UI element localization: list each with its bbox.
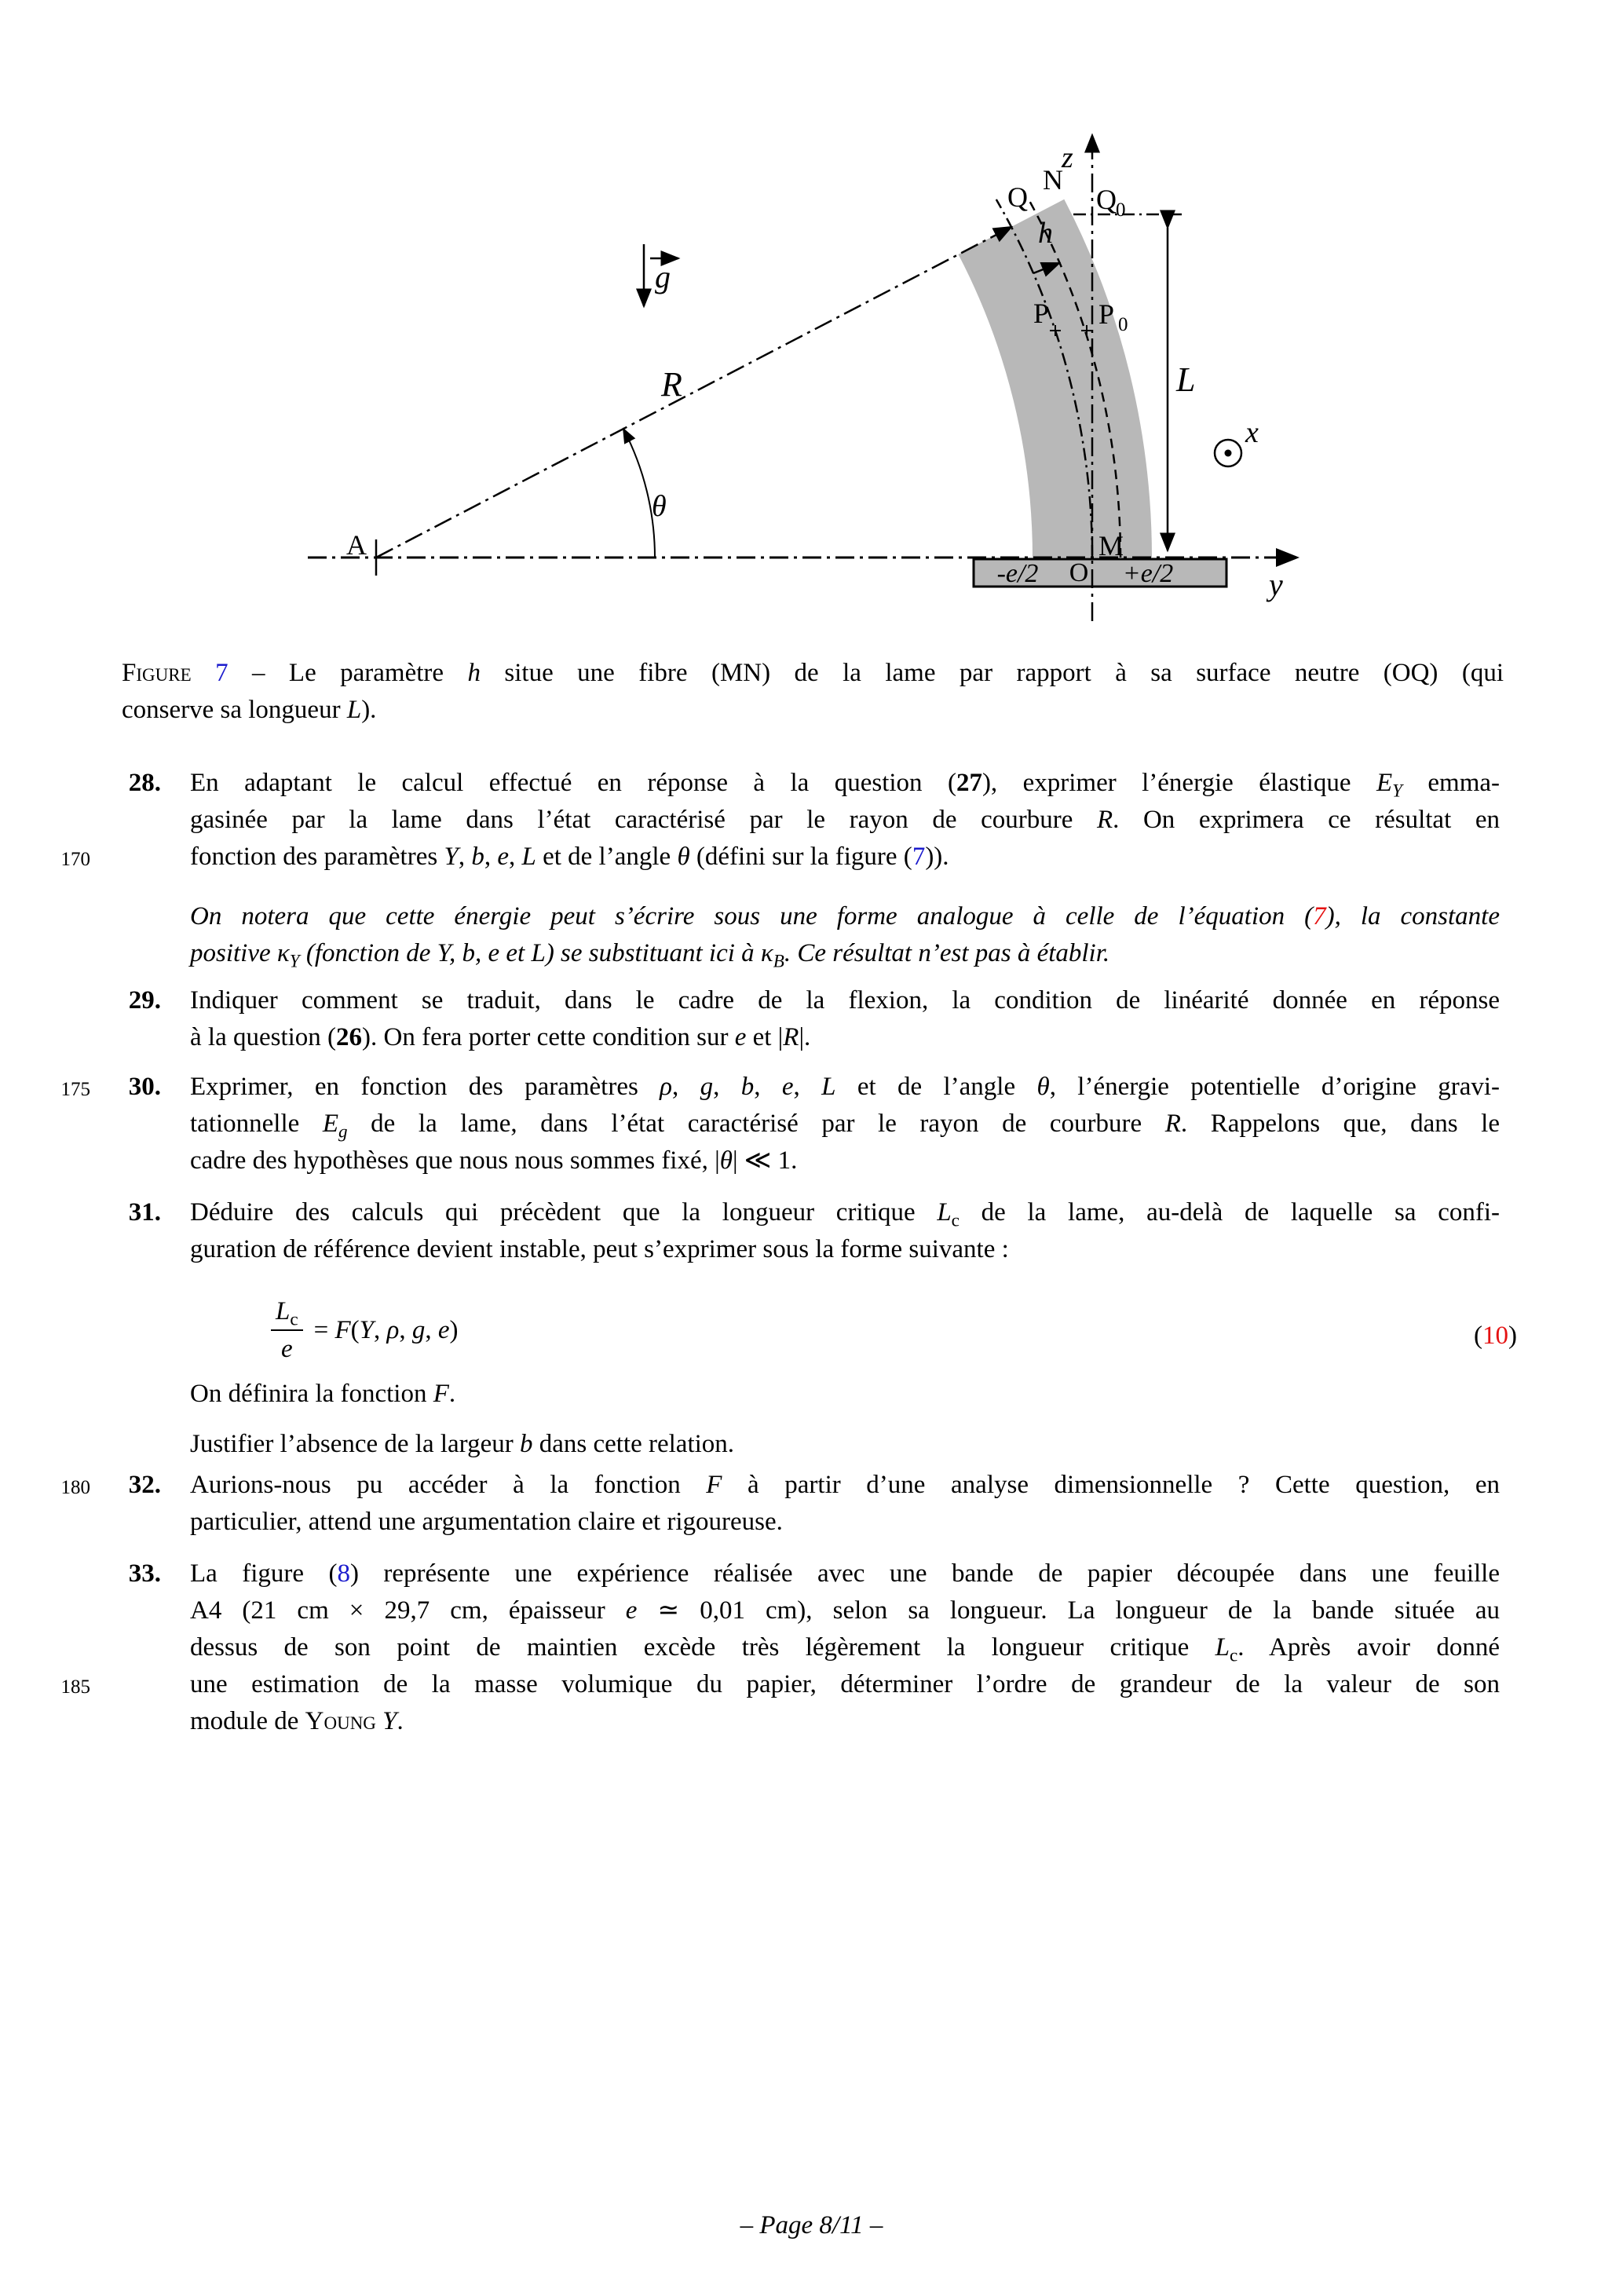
text-line: positive $\kappa_Y$ (fonction de Y, b, e et L) se substituant ici à $\kappa_B$. Ce résultat n’est pas à établir. bbox=[190, 939, 1110, 971]
theta-arc bbox=[623, 429, 655, 558]
label-y: y bbox=[1269, 567, 1283, 602]
x-axis-dot bbox=[1225, 450, 1232, 457]
equation-number: (10) bbox=[1474, 1322, 1517, 1350]
text-line: Aurions-nous pu accéder à la fonction F à partir d’une analyse dimensionnelle ? Cette question, en bbox=[190, 1471, 1500, 1499]
label-Q: Q bbox=[1007, 181, 1028, 213]
label-g: g bbox=[655, 259, 671, 294]
ref-equation-7[interactable]: 7 bbox=[1313, 902, 1326, 930]
ref-equation-10[interactable]: 10 bbox=[1482, 1322, 1508, 1350]
equation-rhs: = F(Y, ρ, g, e) bbox=[313, 1315, 459, 1344]
margin-line-number: 170 bbox=[60, 849, 90, 870]
label-L: L bbox=[1176, 360, 1196, 399]
caption-line: Figure 7 – Le paramètre h situe une fibre (MN) de la lame par rapport à sa surface neutre (OQ) (qui bbox=[122, 659, 1504, 687]
ref-figure-7[interactable]: 7 bbox=[215, 659, 228, 687]
margin-line-number: 180 bbox=[60, 1477, 90, 1498]
ref-figure-8[interactable]: 8 bbox=[337, 1559, 350, 1588]
fraction-bar bbox=[271, 1329, 303, 1331]
label-A: A bbox=[346, 529, 367, 561]
label-P0: P bbox=[1098, 298, 1115, 330]
label-R: R bbox=[661, 365, 682, 404]
margin-line-number: 175 bbox=[60, 1079, 90, 1100]
text-line: gasinée par la lame dans l’état caractérisé par le rayon de courbure R. On exprimera ce résultat en bbox=[190, 806, 1500, 834]
text-line: La figure (8) représente une expérience réalisée avec une bande de papier découpée dans une feuille bbox=[190, 1559, 1500, 1588]
text-line: module de Young Y. bbox=[190, 1707, 404, 1735]
ref-figure-7[interactable]: 7 bbox=[912, 843, 926, 871]
question-29-number: 29. bbox=[128, 986, 161, 1015]
label-plus-e2: +e/2 bbox=[1122, 559, 1174, 588]
question-30-text bbox=[190, 1069, 1500, 1179]
fraction-Lc-over-e bbox=[271, 1297, 303, 1363]
label-z: z bbox=[1062, 141, 1073, 174]
question-28-number: 28. bbox=[128, 769, 161, 797]
text-line: tationnelle $E_g$ de la lame, dans l’état caractérisé par le rayon de courbure R. Rappelons que, dans le bbox=[190, 1110, 1500, 1142]
radius-R-line bbox=[376, 227, 1011, 558]
question-28-text bbox=[190, 765, 1500, 876]
question-30-number: 30. bbox=[128, 1073, 161, 1101]
lame-band bbox=[959, 199, 1153, 558]
fraction-denominator: e bbox=[280, 1335, 293, 1363]
margin-line-number: 185 bbox=[60, 1676, 90, 1698]
justifier-line: Justifier l’absence de la largeur b dans cette relation. bbox=[190, 1430, 735, 1458]
label-x: x bbox=[1245, 416, 1259, 449]
text-line: Déduire des calculs qui précèdent que la longueur critique $L_c$ de la lame, au-delà de laquelle sa confi- bbox=[190, 1198, 1500, 1230]
text-line: particulier, attend une argumentation claire et rigoureuse. bbox=[190, 1508, 783, 1536]
on-definira-line: On définira la fonction F. bbox=[190, 1380, 456, 1408]
text-line: A4 (21 cm × 29,7 cm, épaisseur e ≃ 0,01 cm), selon sa longueur. La longueur de la bande située au bbox=[190, 1596, 1500, 1625]
question-32-number: 32. bbox=[128, 1471, 161, 1499]
question-31-text bbox=[190, 1194, 1500, 1268]
equation-10 bbox=[271, 1297, 459, 1363]
label-M: M bbox=[1098, 530, 1124, 561]
question-32-text bbox=[190, 1467, 1500, 1541]
label-theta: θ bbox=[652, 490, 667, 523]
text-line: une estimation de la masse volumique du papier, déterminer l’ordre de grandeur de la valeur de son bbox=[190, 1670, 1500, 1698]
label-P0-sub: 0 bbox=[1118, 314, 1128, 335]
label-N: N bbox=[1043, 164, 1063, 196]
text-line: fonction des paramètres Y, b, e, L et de l’angle θ (défini sur la figure (7)). bbox=[190, 843, 949, 871]
question-33-number: 33. bbox=[128, 1559, 161, 1588]
figure-caption bbox=[122, 655, 1504, 729]
text-line: On notera que cette énergie peut s’écrire sous une forme analogue à celle de l’équation (7), la constante bbox=[190, 902, 1500, 930]
question-29-text bbox=[190, 982, 1500, 1056]
page-number-footer: – Page 8/11 – bbox=[740, 2211, 883, 2239]
text-line: Exprimer, en fonction des paramètres ρ, g, b, e, L et de l’angle θ, l’énergie potentielle d’origine gravi- bbox=[190, 1073, 1501, 1101]
label-Q0: Q bbox=[1096, 184, 1117, 215]
text-line: guration de référence devient instable, peut s’exprimer sous la forme suivante : bbox=[190, 1235, 1009, 1263]
fraction-numerator: $L_c$ bbox=[276, 1297, 298, 1329]
label-h: h bbox=[1038, 217, 1053, 250]
label-Q0-sub: 0 bbox=[1116, 199, 1126, 221]
label-minus-e2: -e/2 bbox=[996, 559, 1039, 588]
text-line: cadre des hypothèses que nous nous sommes fixé, |θ| ≪ 1. bbox=[190, 1146, 798, 1175]
question-33-text bbox=[190, 1556, 1500, 1740]
caption-line: conserve sa longueur L). bbox=[122, 696, 377, 724]
label-P: P bbox=[1033, 298, 1050, 329]
label-O: O bbox=[1069, 558, 1089, 587]
text-line: dessus de son point de maintien excède très légèrement la longueur critique $L_c$. Après avoir donné bbox=[190, 1633, 1500, 1665]
text-line: En adaptant le calcul effectué en réponse à la question (27), exprimer l’énergie élastique $E_Y$ emma- bbox=[190, 769, 1500, 801]
figure-7-diagram bbox=[0, 0, 1623, 644]
text-line: Indiquer comment se traduit, dans le cadre de la flexion, la condition de linéarité donnée en réponse bbox=[190, 986, 1500, 1015]
note-block bbox=[190, 898, 1500, 972]
text-line: à la question (26). On fera porter cette condition sur e et |R|. bbox=[190, 1023, 811, 1051]
question-31-number: 31. bbox=[128, 1198, 161, 1227]
